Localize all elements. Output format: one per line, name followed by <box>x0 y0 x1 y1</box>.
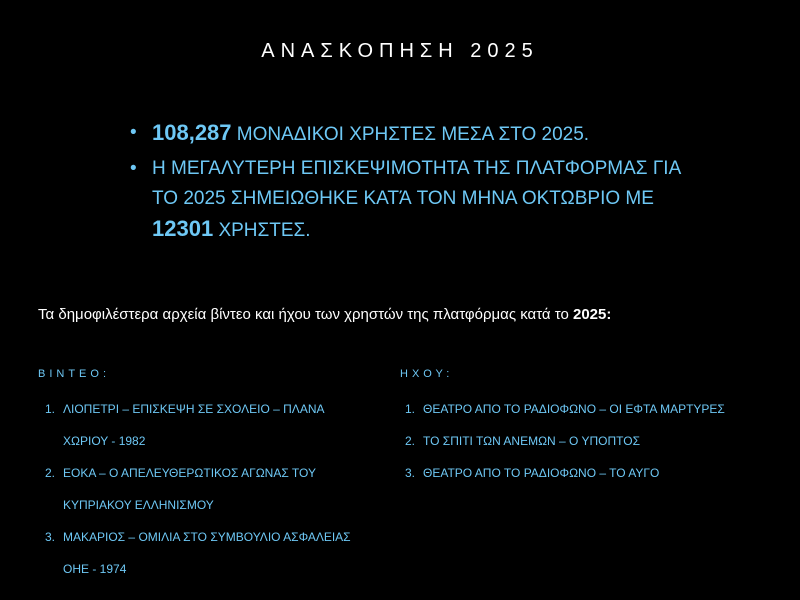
video-item <box>38 521 398 585</box>
peak-month-text: Η ΜΕΓΑΛΥΤΕΡΗ ΕΠΙΣΚΕΨΙΜΟΤΗΤΑ ΤΗΣ ΠΛΑΤΦΟΡΜΑΣ ΓΙΑ ΤΟ 2025 ΣΗΜΕΙΩΘΗΚΕ ΚΑΤΆ ΤΟΝ ΜΗΝΑ ΟΚΤΩΒΡΙΟ ΜΕ <box>152 158 681 209</box>
item-number: 2. <box>405 434 416 448</box>
audio-item-text: ΤΟ ΣΠΙΤΙ ΤΩΝ ΑΝΕΜΩΝ – Ο ΥΠΟΠΤΟΣ <box>423 434 641 448</box>
video-item <box>38 457 398 521</box>
bullet-peak-month <box>130 154 690 246</box>
intro-text: Τα δημοφιλέστερα αρχεία βίντεο και ήχου των χρηστών της πλατφόρμας κατά το <box>38 306 573 323</box>
audio-item-text: ΘΕΑΤΡΟ ΑΠΟ ΤΟ ΡΑΔΙΟΦΩΝΟ – ΤΟ ΑΥΓΟ <box>423 466 660 480</box>
item-number: 1. <box>45 402 56 416</box>
bullet-unique-users <box>130 118 690 150</box>
video-item-line1: ΛΙΟΠΕΤΡΙ – ΕΠΙΣΚΕΨΗ ΣΕ ΣΧΟΛΕΙΟ – ΠΛΑΝΑ <box>63 402 325 416</box>
unique-users-text: ΜΟΝΑΔΙΚΟΙ ΧΡΗΣΤΕΣ ΜΕΣΑ ΣΤΟ 2025. <box>231 124 590 145</box>
bullet-dot: • <box>130 122 137 143</box>
item-number: 3. <box>405 466 416 480</box>
audio-list <box>398 393 778 489</box>
intro-year: 2025: <box>573 306 612 323</box>
video-item-line2: ΟΗΕ - 1974 <box>63 562 127 576</box>
video-list <box>38 393 398 585</box>
summary-bullets <box>130 118 690 250</box>
popular-files-intro <box>38 306 778 323</box>
item-number: 1. <box>405 402 416 416</box>
audio-heading: ΗΧΟΥ: <box>400 368 454 380</box>
peak-month-count: 12301 <box>152 216 214 241</box>
video-item-line1: ΜΑΚΑΡΙΟΣ – ΟΜΙΛΙΑ ΣΤΟ ΣΥΜΒΟΥΛΙΟ ΑΣΦΑΛΕΙΑΣ <box>63 530 351 544</box>
bullet-dot: • <box>130 158 137 179</box>
slide-title: ΑΝΑΣΚΟΠΗΣΗ 2025 <box>261 40 539 62</box>
video-item-line2: ΧΩΡΙΟΥ - 1982 <box>63 434 146 448</box>
audio-item-text: ΘΕΑΤΡΟ ΑΠΟ ΤΟ ΡΑΔΙΟΦΩΝΟ – ΟΙ ΕΦΤΑ ΜΑΡΤΥΡΕΣ <box>423 402 725 416</box>
audio-item <box>398 457 778 489</box>
video-item-line2: ΚΥΠΡΙΑΚΟΥ ΕΛΛΗΝΙΣΜΟΥ <box>63 498 214 512</box>
audio-item <box>398 425 778 457</box>
item-number: 3. <box>45 530 56 544</box>
video-heading: ΒΙΝΤΕΟ: <box>38 368 111 380</box>
item-number: 2. <box>45 466 56 480</box>
video-item-line1: ΕΟΚΑ – Ο ΑΠΕΛΕΥΘΕΡΩΤΙΚΟΣ ΑΓΩΝΑΣ ΤΟΥ <box>63 466 316 480</box>
audio-item <box>398 393 778 425</box>
peak-month-text-end: ΧΡΗΣΤΕΣ. <box>213 220 311 241</box>
video-item <box>38 393 398 457</box>
unique-users-count: 108,287 <box>152 120 232 145</box>
